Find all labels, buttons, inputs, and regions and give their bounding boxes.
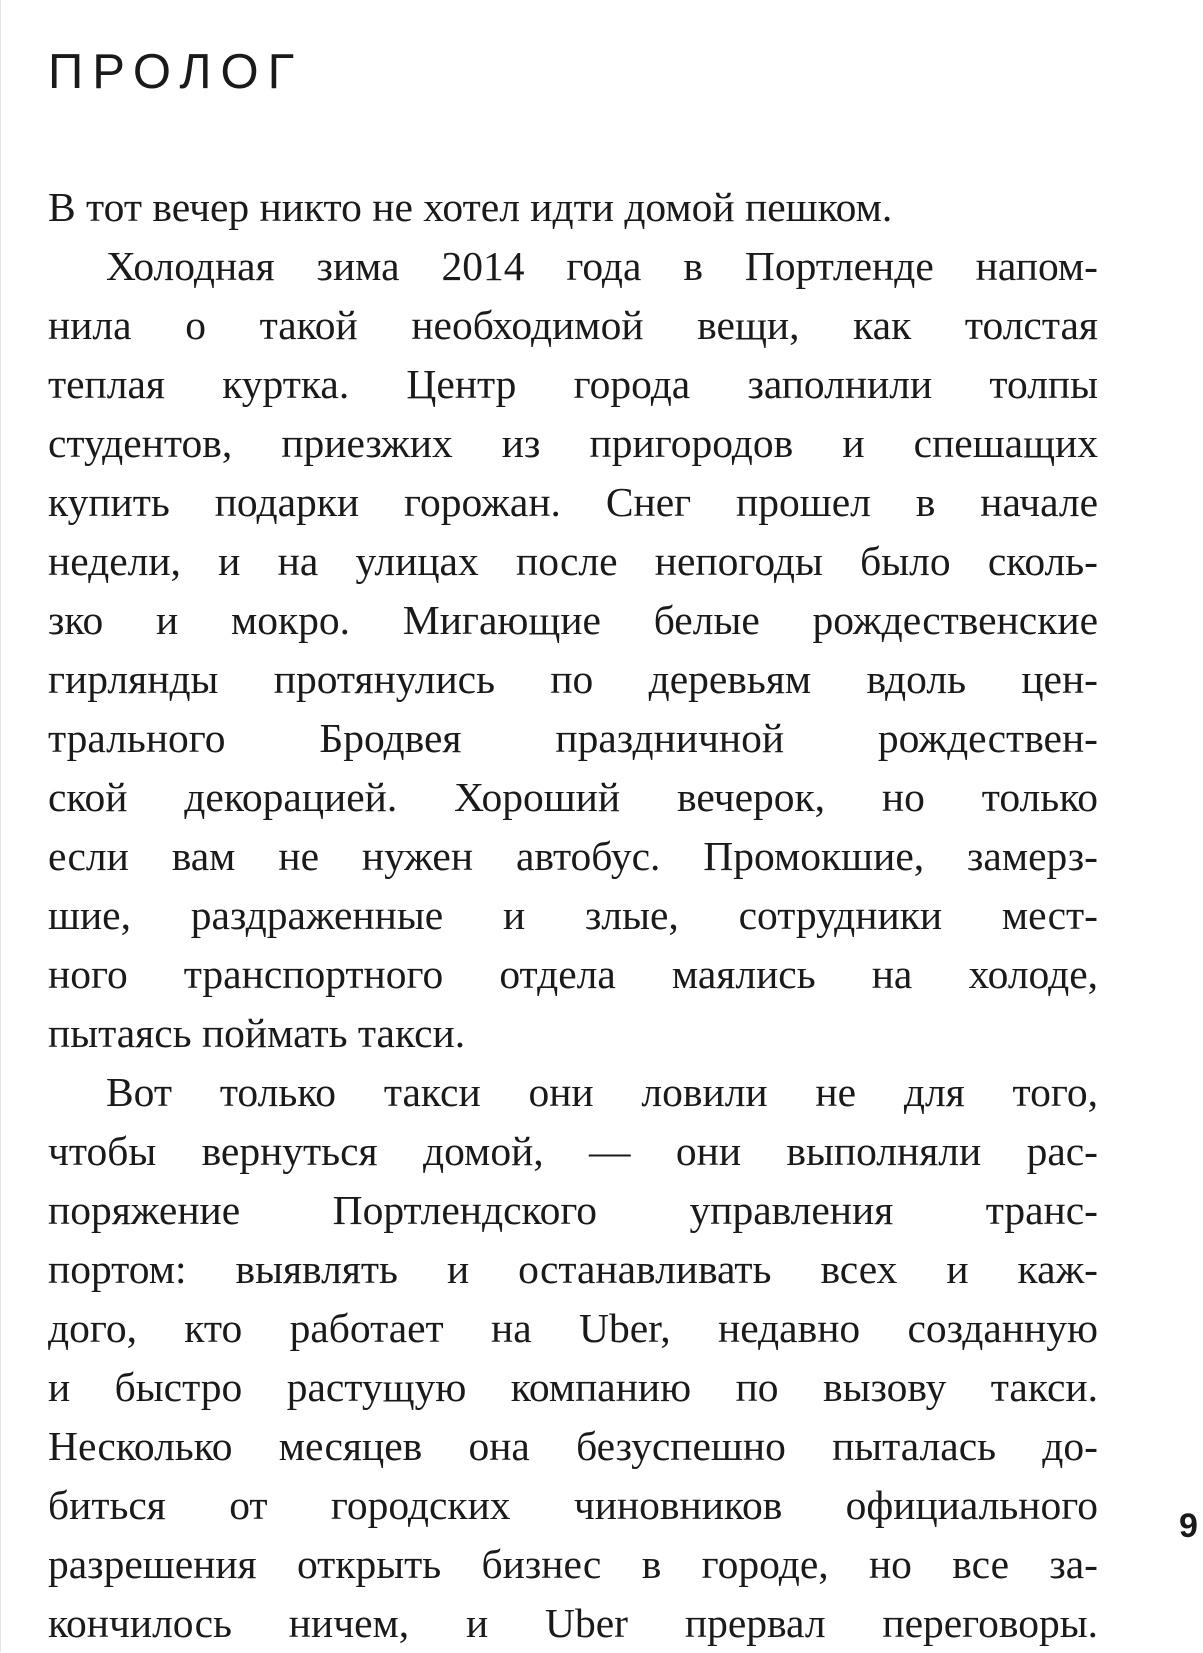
text-line: если вам не нужен автобус. Промокшие, замерз-: [48, 833, 1098, 879]
text-line: пытаясь поймать такси.: [48, 1010, 466, 1056]
text-line: нила о такой необходимой вещи, как толстая: [48, 302, 1098, 348]
text-line: недели, и на улицах после непогоды было сколь-: [48, 538, 1098, 584]
text-line: чтобы вернуться домой, — они выполняли рас-: [48, 1128, 1098, 1174]
text-line: поряжение Портлендского управления транс-: [48, 1187, 1098, 1233]
text-line: шие, раздраженные и злые, сотрудники мест-: [48, 892, 1098, 938]
text-line: В тот вечер никто не хотел идти домой пешком.: [48, 184, 893, 230]
text-line: Вот только такси они ловили не для того,: [106, 1069, 1098, 1115]
text-line: разрешения открыть бизнес в городе, но все за-: [48, 1541, 1098, 1587]
text-line: ской декорацией. Хороший вечерок, но только: [48, 774, 1098, 820]
text-line: кончилось ничем, и Uber прервал переговоры.: [48, 1600, 1098, 1646]
text-line: гирлянды протянулись по деревьям вдоль цен-: [48, 656, 1098, 702]
page-number: 9: [1179, 1507, 1198, 1545]
text-line: Холодная зима 2014 года в Портленде напом-: [106, 243, 1098, 289]
text-line: портом: выявлять и останавливать всех и каж-: [48, 1246, 1098, 1292]
text-line: купить подарки горожан. Снег прошел в начале: [48, 479, 1098, 525]
text-line: зко и мокро. Мигающие белые рождественские: [48, 597, 1098, 643]
body-text: [48, 178, 1098, 1653]
text-line: ного транспортного отдела маялись на холоде,: [48, 951, 1098, 997]
text-line: теплая куртка. Центр города заполнили толпы: [48, 361, 1098, 407]
text-line: Несколько месяцев она безуспешно пыталась до-: [48, 1423, 1098, 1469]
text-line: трального Бродвея праздничной рождествен-: [48, 715, 1098, 761]
text-line: и быстро растущую компанию по вызову такси.: [48, 1364, 1098, 1410]
text-line: студентов, приезжих из пригородов и спешащих: [48, 420, 1098, 466]
chapter-title: ПРОЛОГ: [48, 45, 304, 99]
text-line: биться от городских чиновников официального: [48, 1482, 1098, 1528]
text-line: дого, кто работает на Uber, недавно созданную: [48, 1305, 1098, 1351]
